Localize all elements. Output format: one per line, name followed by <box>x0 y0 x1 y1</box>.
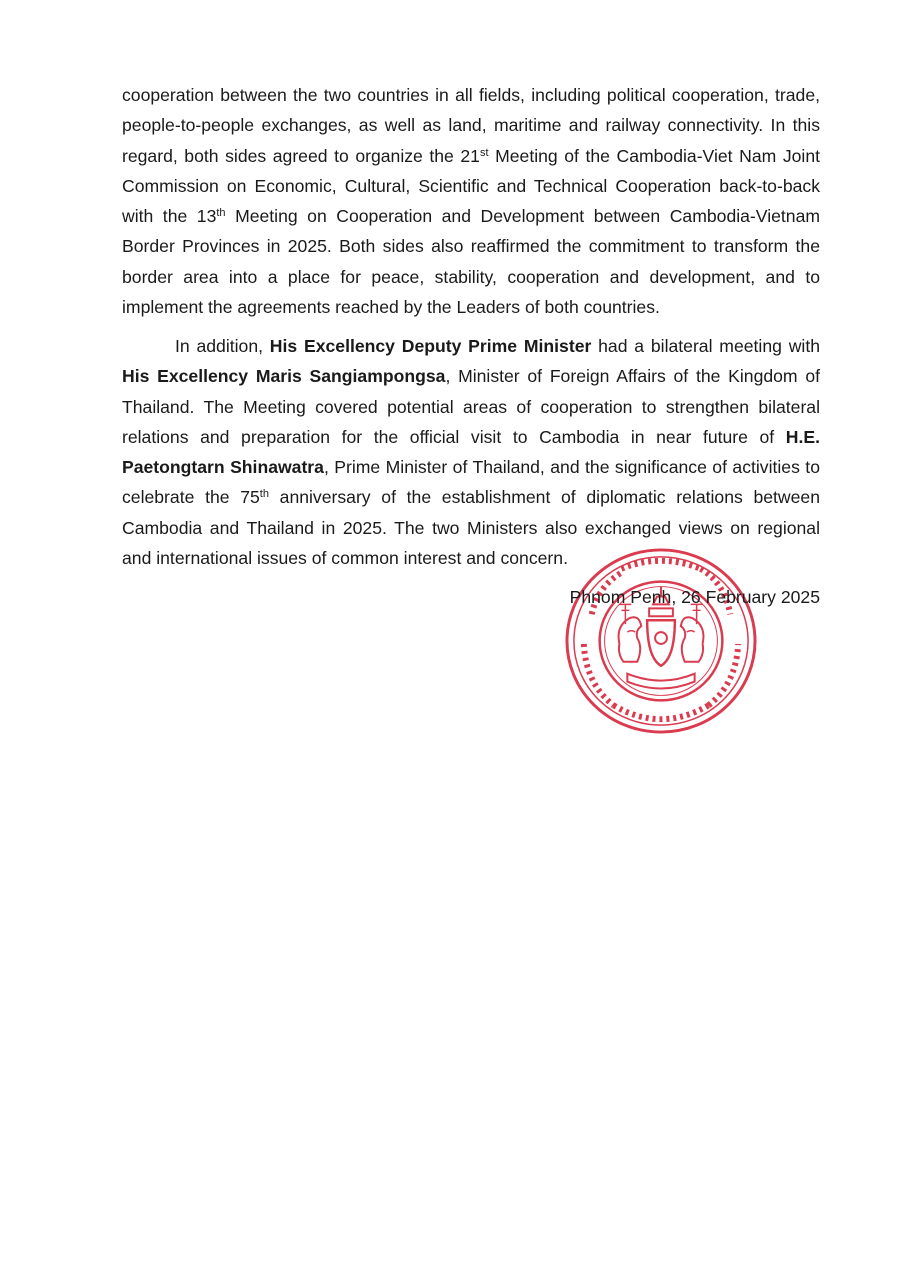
p2-bold-paetongtarn: H.E. Paetongtarn Shinawatra <box>122 426 820 478</box>
p1-text-2: Meeting of the Cambodia-Viet Nam Joint Commission on Economic, Cultural, Scientific and Technical Cooperation back-to-back with the 13 <box>122 145 820 227</box>
p2-text-3: , Minister of Foreign Affairs of the Kingdom of Thailand. The Meeting covered potential areas of cooperation to strengthen bilateral relations and preparation for the official visit to Cambodia in near future of <box>122 366 820 447</box>
p2-text-2: had a bilateral meeting with <box>591 336 820 356</box>
p2-text-4: , Prime Minister of Thailand, and the significance of activities to celebrate the 75 <box>122 457 820 508</box>
p2-text-5: anniversary of the establishment of diplomatic relations between Cambodia and Thailand in 2025. The two Ministers also exchanged views on regional and international issues of common interest and concern. <box>122 487 820 569</box>
paragraph-cambodia-vietnam <box>122 80 820 322</box>
p2-bold-deputy-pm: His Excellency Deputy Prime Minister <box>269 336 592 356</box>
official-seal-icon <box>562 545 760 737</box>
p2-text-1: In addition, <box>175 336 270 356</box>
p2-sup-1: th <box>259 488 269 501</box>
p1-text-3: Meeting on Cooperation and Development between Cambodia-Vietnam Border Provinces in 2025. Both sides also reaffirmed the commitment to transform the border area into a place for peace, stability, cooperation and development, and to implement the agreements reached by the Leaders of both countries. <box>122 206 821 318</box>
p1-sup-2: th <box>216 207 226 220</box>
p2-bold-maris: His Excellency Maris Sangiampongsa <box>122 366 446 387</box>
p1-sup-1: st <box>479 146 489 159</box>
p1-text-1: cooperation between the two countries in all fields, including political cooperation, trade, people-to-people exchanges, as well as land, maritime and railway connectivity. In this regard, both sides agreed to organize the 21 <box>122 85 820 166</box>
paragraph-cambodia-thailand <box>122 331 820 573</box>
dateline: Phnom Penh, 26 February 2025 <box>569 587 820 607</box>
